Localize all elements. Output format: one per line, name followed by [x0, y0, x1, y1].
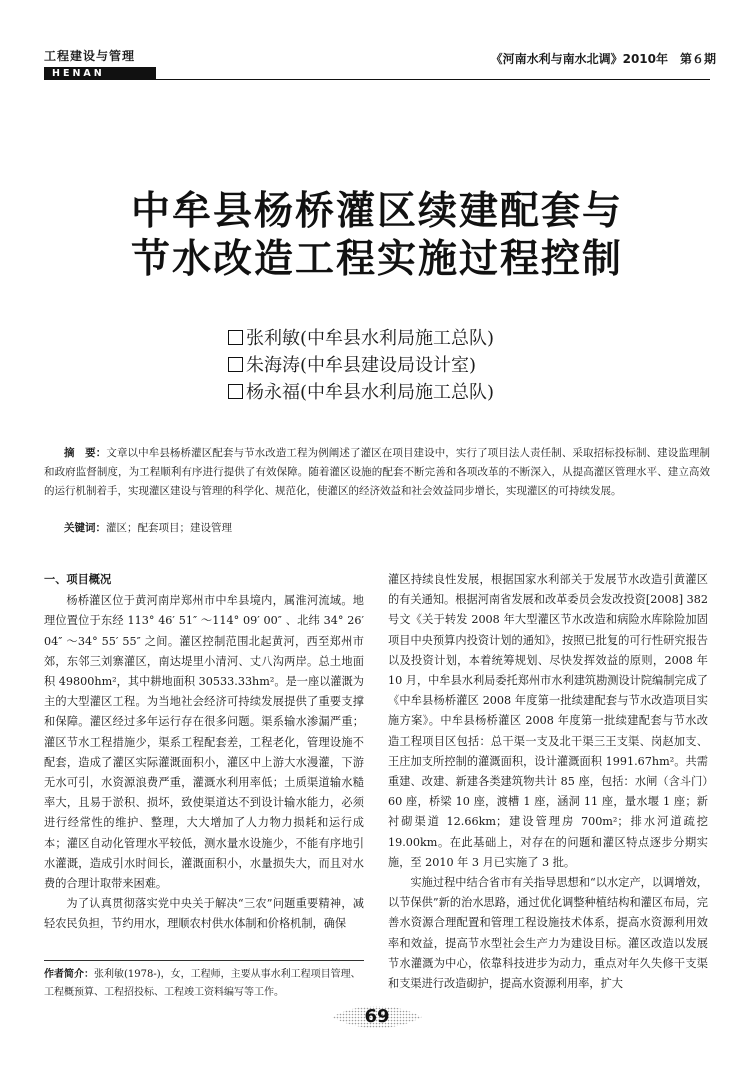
author-entry: [228, 379, 494, 406]
body-paragraph: 实施过程中结合省市有关指导思想和“以水定产，以调增效，以节保供”新的治水思路，通过优化调整种植结构和灌区布局，完善水资源合理配置和管理工程设施技术体系，提高水资源利用效率和效益，提高节水型社会生产力为建设目标。灌区改造以发展节水灌溉为中心，依靠科技进步为动力，重点对年久失修干支渠和支渠进行改造砌护，提高水资源利用率，扩大: [388, 876, 708, 991]
footnote-text: 张利敏(1978-)，女，工程师，主要从事水利工程项目管理、工程概预算、工程招投标、工程竣工资料编写等工作。: [44, 969, 361, 998]
author-text: 张利敏(中牟县水利局施工总队): [246, 328, 495, 349]
abstract-text: 文章以中牟县杨桥灌区配套与节水改造工程为例阐述了灌区在项目建设中，实行了项目法人责任制、采取招标投标制、建设监理制和政府监督制度，为工程顺利有序进行提供了有效保障。随着灌区设施的配套不断完善和各项改革的不断深入，从提高灌区管理水平、建立高效的运行机制着手，实现灌区建设与管理的科学化、规范化，使灌区的经济效益和社会效益同步增长，实现灌区的可持续发展。: [44, 447, 711, 497]
author-footnote: [44, 966, 364, 1002]
box-marker-icon: [228, 384, 243, 399]
author-entry: [228, 325, 494, 352]
journal-issue: 《河南水利与南水北调》2010年 第６期: [490, 52, 716, 66]
author-entry: [228, 352, 494, 379]
footnote-label: 作者简介：: [44, 969, 94, 980]
header-bar: [44, 67, 710, 80]
page-number-badge: [330, 1004, 424, 1030]
header-bar-label: HENAN: [44, 67, 156, 80]
author-text: 杨永福(中牟县水利局施工总队): [246, 382, 495, 403]
author-text: 朱海涛(中牟县建设局设计室): [246, 355, 477, 376]
body-column-left: [44, 570, 364, 935]
keywords-text: 灌区；配套项目；建设管理: [106, 522, 232, 534]
section-heading: 一、项目概况: [44, 573, 112, 586]
header-section-label: 工程建设与管理: [44, 49, 136, 63]
keywords: [64, 520, 232, 535]
article-title-line-1: 中牟县杨桥灌区续建配套与: [130, 189, 623, 234]
article-title-line-2: 节水改造工程实施过程控制: [130, 237, 623, 282]
abstract: [44, 444, 710, 501]
body-paragraph: 灌区持续良性发展，根据国家水利部关于发展节水改造引黄灌区的有关通知。根据河南省发展和改革委员会发改投资[2008] 382 号文《关于转发 2008 年大型灌区节水改造和病险水库除险加固项目中央预算内投资计划的通知》，按照已批复的可行性研究报告以及投资计划，本着统筹规划、尽快发挥效益的原则，2008 年 10 月，中牟县水利局委托郑州市水利建筑勘测设计院编制完成了《中牟县杨桥灌区 2008 年度第一批续建配套与节水改造项目实施方案》。中牟县杨桥灌区 2008 年度第一批续建配套与节水改造工程项目区包括：总干渠一支及北干渠三王支渠、岗赵加支、王庄加支所控制的灌溉面积，设计灌溉面积 1991.67hm²。共需重建、改建、新建各类建筑物共计 85 座，包括：水闸（含斗门）60 座，桥梁 10 座，渡槽 1 座，涵洞 11 座，量水堰 1 座；新衬砌渠道 12.66km；建设管理房 700m²；排水河道疏挖 19.00km。在此基础上，对存在的问题和灌区特点逐步分期实施，至 2010 年 3 月已实施了 3 批。: [388, 573, 708, 869]
header-rule: [44, 79, 710, 80]
abstract-label: 摘 要：: [64, 447, 107, 459]
footnote-rule: [44, 960, 364, 961]
keywords-label: 关键词：: [64, 522, 106, 534]
body-paragraph: 杨桥灌区位于黄河南岸郑州市中牟县境内，属淮河流域。地理位置位于东经 113° 46′ 51″ ～114° 09′ 00″ 、北纬 34° 26′ 04″ ～34° 55′ 55″ 之间。灌区控制范围北起黄河，西至郑州市郊，东邻三刘寨灌区，南达堤里小清河、丈八沟两岸。总土地面积 49800hm²，其中耕地面积 30533.33hm²。是一座以灌溉为主的大型灌区工程。为当地社会经济可持续发展提供了重要支撑和保障。灌区经过多年运行存在很多问题。渠系输水渗漏严重；灌区节水工程措施少，渠系工程配套差，工程老化，管理设施不配套，造成了灌区实际灌溉面积小，灌区中上游大水漫灌，下游无水可引，水资源浪费严重，灌溉水利用率低；土质渠道输水糙率大，且易于淤积、损坏，致使渠道达不到设计输水能力，必须进行经常性的维护、整理，大大增加了人力物力损耗和运行成本；灌区自动化管理水平较低，测水量水设施少，不能有序地引水灌溉，造成引水时间长，灌溉面积小，水量损失大，而且对水费的合理计取带来困难。: [44, 594, 364, 891]
body-column-right: [388, 570, 708, 994]
box-marker-icon: [228, 330, 243, 345]
page-number: 69: [364, 1006, 390, 1027]
box-marker-icon: [228, 357, 243, 372]
body-paragraph: 为了认真贯彻落实党中央关于解决“三农”问题重要精神，减轻农民负担，节约用水，理顺农村供水体制和价格机制，确保: [44, 897, 364, 931]
author-list: [228, 325, 494, 406]
